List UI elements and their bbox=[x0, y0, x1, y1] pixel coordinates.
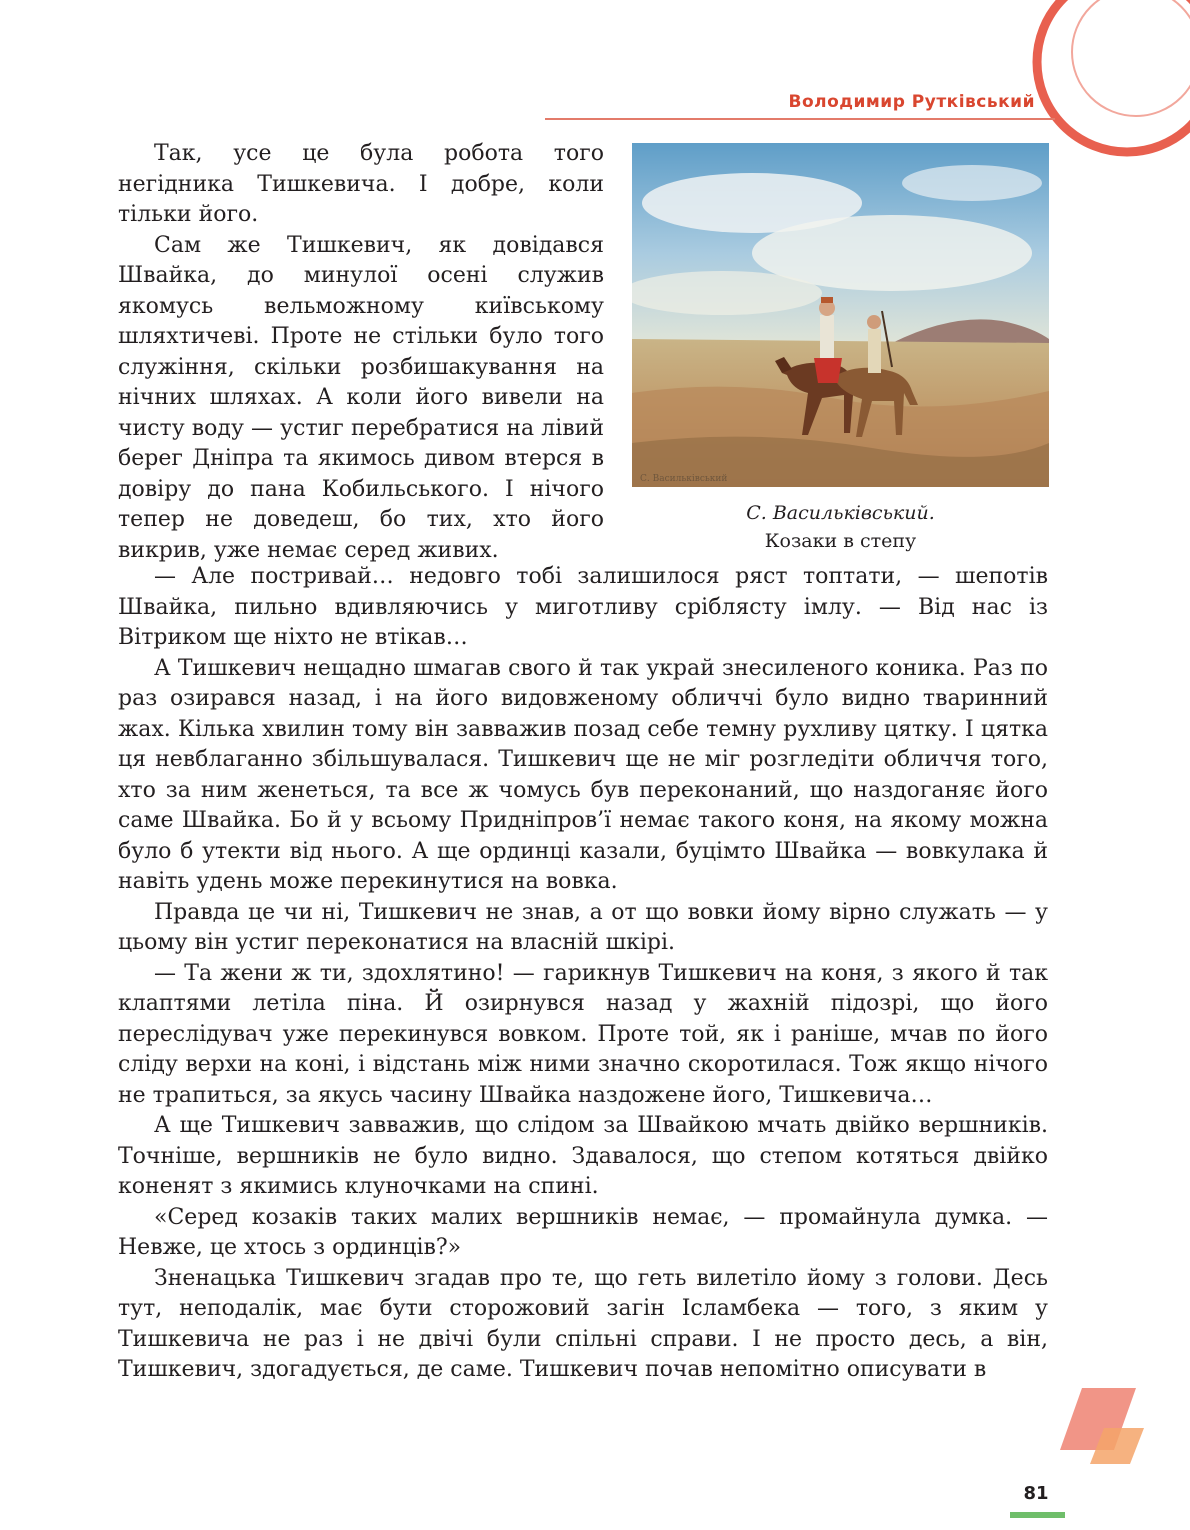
paragraph: А Тишкевич нещадно шмагав свого й так украй знесиленого коника. Раз по раз озирався назад, і на його видовженому обличчі було видно тваринний жах. Кілька хвилин тому він завважив позад себе темну рухливу цятку. І цятка ця невблаганно збільшувалася. Тишкевич ще не міг розгледіти обличчя того, хто за ним женеться, та все ж чомусь був переконаний, що наздоганяє його саме Швайка. Бо й у всьому Придніпров’ї немає такого коня, на якому можна було б утекти від нього. А ще ординці казали, буцімто Швайка — вовкулака й навіть удень може перекинутися на вовка. bbox=[118, 655, 1048, 894]
caption-title: Козаки в степу bbox=[764, 530, 917, 552]
paragraph: Так, усе це була робота того негідника Тишкевича. І добре, коли тільки його. bbox=[118, 141, 604, 227]
painting-cossacks-in-steppe bbox=[632, 143, 1049, 487]
running-header-author: Володимир Рутківський bbox=[788, 92, 1035, 112]
text-column-full bbox=[118, 562, 1048, 1386]
page-number-bar bbox=[1010, 1512, 1065, 1518]
text-column-left bbox=[118, 139, 604, 566]
paragraph: «Серед козаків таких малих вершників немає, — промайнула думка. — Невже, це хтось з ординців?» bbox=[118, 1204, 1048, 1260]
figure-caption bbox=[632, 499, 1049, 555]
painting-figure bbox=[632, 143, 1049, 555]
paragraph: — Та жени ж ти, здохлятино! — гарикнув Тишкевич на коня, з якого й так клаптями летіла піна. Й озирнувся назад у жахній підозрі, що його переслідувач уже перекинувся вовком. Проте той, як і раніше, мчав по його сліду верхи на коні, і відстань між ними значно скоротилася. Тож якщо нічого не трапиться, за якусь часину Швайка наздожене його, Тишкевича… bbox=[118, 960, 1048, 1108]
paragraph: Сам же Тишкевич, як довідався Швайка, до минулої осені служив якомусь вельможному київському шляхтичеві. Проте не стільки було того служіння, скільки розбишакування на нічних шляхах. А коли його вивели на чисту воду — устиг перебратися на лівий берег Дніпра та якимось дивом втерся в довіру до пана Кобильського. І нічого тепер не доведеш, бо тих, хто його викрив, уже немає серед живих. bbox=[118, 232, 604, 563]
caption-author: С. Васильківський. bbox=[746, 502, 935, 524]
paragraph: Правда це чи ні, Тишкевич не знав, а от що вовки йому вірно служать — у цьому він устиг переконатися на власній шкірі. bbox=[118, 899, 1048, 955]
svg-text:С. Васильківський: С. Васильківський bbox=[640, 474, 728, 484]
paragraph: А ще Тишкевич завважив, що слідом за Швайкою мчать двійко вершників. Точніше, вершників не було видно. Здавалося, що степом котяться двійко коненят з якимись клуночками на спині. bbox=[118, 1113, 1048, 1199]
paragraph: — Але постривай… недовго тобі залишилося ряст топтати, — шепотів Швайка, пильно вдивляючись у миготливу сріблясту імлу. — Від нас із Вітриком ще ніхто не втікав… bbox=[118, 564, 1048, 650]
page-number: 81 bbox=[1023, 1483, 1049, 1504]
header-rule bbox=[545, 118, 1055, 120]
paragraph: Зненацька Тишкевич згадав про те, що геть вилетіло йому з голови. Десь тут, неподалік, має бути сторожовий загін Ісламбека — того, з яким у Тишкевича не раз і не двічі були спільні справи. І не просто десь, а він, Тишкевич, здогадується, де саме. Тишкевич почав непомітно описувати в bbox=[118, 1265, 1048, 1382]
decorative-parallelograms bbox=[1060, 1388, 1150, 1468]
